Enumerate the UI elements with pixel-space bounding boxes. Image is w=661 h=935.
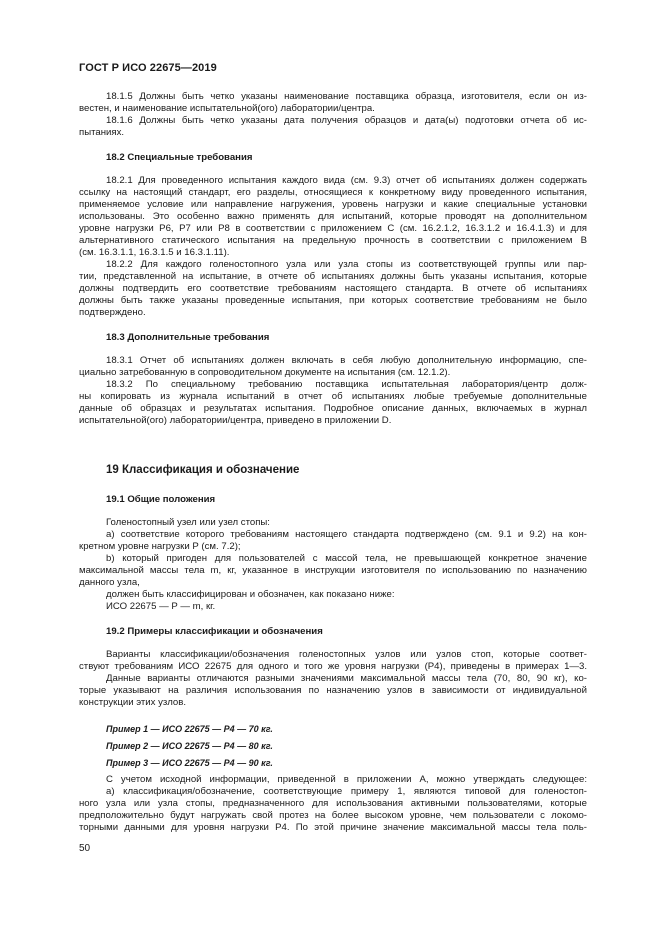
text-line: пытаниях. [79, 127, 125, 138]
text-line: ного узла или узла стопы, предназначенного для использования активными пользователями, которые [79, 798, 587, 809]
text-line: а) классификация/обозначение, соответствующие примеру 1, являются типовой для голеностоп- [106, 786, 587, 797]
text-line: кретном уровне нагрузки Р (см. 7.2); [79, 541, 241, 552]
text-line: должен быть классифицирован и обозначен, как показано ниже: [106, 589, 395, 600]
text-line: данного узла, [79, 577, 140, 588]
text-line: 18.3.1 Отчет об испытаниях должен включать в себя любую дополнительную информацию, спе- [106, 355, 587, 366]
example-line: Пример 3 — ИСО 22675 — Р4 — 90 кг. [106, 758, 273, 768]
text-line: должны быть также указаны проведенные испытания, при которых соответствие требованиям не было [79, 295, 587, 306]
text-line: максимальной массы тела m, кг, указанное в инструкции изготовителя по использованию по назначению [79, 565, 587, 576]
text-line: ссылку на настоящий стандарт, его разделы, относящиеся к конкретному виду проведенного испытания, [79, 187, 587, 198]
text-line: Данные варианты отличаются разными значениями максимальной массы тела (70, 80, 90 кг), ко- [106, 673, 587, 684]
section-heading: 18.2 Специальные требования [106, 152, 253, 163]
section-heading: 19.2 Примеры классификации и обозначения [106, 626, 323, 637]
text-line: торными данными для уровня нагрузки Р4. По этой причине значение максимальной массы тела поль- [79, 822, 587, 833]
section-heading-19: 19 Классификация и обозначение [106, 464, 300, 476]
text-line: альтернативного статического испытания на предельную прочность в соответствии с приложением В [79, 235, 587, 246]
example-line: Пример 2 — ИСО 22675 — Р4 — 80 кг. [106, 741, 273, 751]
text-line: циально затребованную в сопроводительном документе на испытания (см. 12.1.2). [79, 367, 451, 378]
page-number: 50 [79, 843, 91, 854]
text-line: 18.1.5 Должны быть четко указаны наименование поставщика образца, изготовителя, если он из- [106, 91, 587, 102]
section-heading: 18.3 Дополнительные требования [106, 332, 270, 343]
text-line: b) который пригоден для пользователей с массой тела, не превышающей конкретное значение [106, 553, 587, 564]
section-heading: 19.1 Общие положения [106, 494, 216, 505]
page-header: ГОСТ Р ИСО 22675—2019 [79, 62, 217, 74]
text-line: ствуют требованиям ИСО 22675 для одного и того же уровня нагрузки (Р4), приведены в примерах 1—3. [79, 661, 587, 672]
text-line: данные об образцах и результатах испытания. Подробное описание данных, включаемых в журнал [79, 403, 587, 414]
text-line: использованы. Это особенно важно применять для испытаний, которые проводят на дополнительном [79, 211, 587, 222]
text-line: предположительно будут нагружать свой протез на более высоком уровне, чем пользователи с локомо- [79, 810, 587, 821]
text-line: торые указывают на различия использования по назначению узлов в зависимости от индивидуальной [79, 685, 587, 696]
text-line: тии, представленной на испытание, в отчете об испытаниях должны быть указаны испытания, которые [79, 271, 587, 282]
text-line: 18.1.6 Должны быть четко указаны дата получения образцов и дата(ы) подготовки отчета об ис- [106, 115, 587, 126]
text-line: ИСО 22675 — Р — m, кг. [106, 601, 216, 612]
text-line: испытательной(ого) лаборатории/центра, приведено в приложении D. [79, 415, 392, 426]
text-line: вестен, и наименование испытательной(ого) лаборатории/центра. [79, 103, 375, 114]
text-line: подтверждено. [79, 307, 146, 318]
text-line: уровне нагрузки Р6, Р7 или Р8 в соответствии с приложением С (см. 16.2.1.2, 16.3.1.2 и 16.4.1.3) и для [79, 223, 587, 234]
text-line: ны копировать из журнала испытаний в отчет об испытаниях любые требуемые дополнительные [79, 391, 587, 402]
text-line: (см. 16.3.1.1, 16.3.1.5 и 16.3.1.11). [79, 247, 230, 258]
text-line: применяемое условие или направление нагружения, уровень нагрузки и какие специальные установки [79, 199, 587, 210]
text-line: Голеностопный узел или узел стопы: [106, 517, 270, 528]
example-line: Пример 1 — ИСО 22675 — Р4 — 70 кг. [106, 724, 273, 734]
text-line: а) соответствие которого требованиям настоящего стандарта подтверждено (см. 9.1 и 9.2) на кон- [106, 529, 587, 540]
text-line: 18.2.1 Для проведенного испытания каждого вида (см. 9.3) отчет об испытаниях должен содержать [106, 175, 587, 186]
text-line: Варианты классификации/обозначения голеностопных узлов или узлов стоп, которые соответ- [106, 649, 587, 660]
text-line: С учетом исходной информации, приведенной в приложении А, можно утверждать следующее: [106, 774, 587, 785]
text-line: 18.2.2 Для каждого голеностопного узла или узла стопы из соответствующей группы или пар- [106, 259, 587, 270]
text-line: должны подтвердить его соответствие требованиям настоящего стандарта. В отчете об испытаниях [79, 283, 587, 294]
text-line: конструкции этих узлов. [79, 697, 187, 708]
text-line: 18.3.2 По специальному требованию поставщика испытательная лаборатория/центр долж- [106, 379, 587, 390]
